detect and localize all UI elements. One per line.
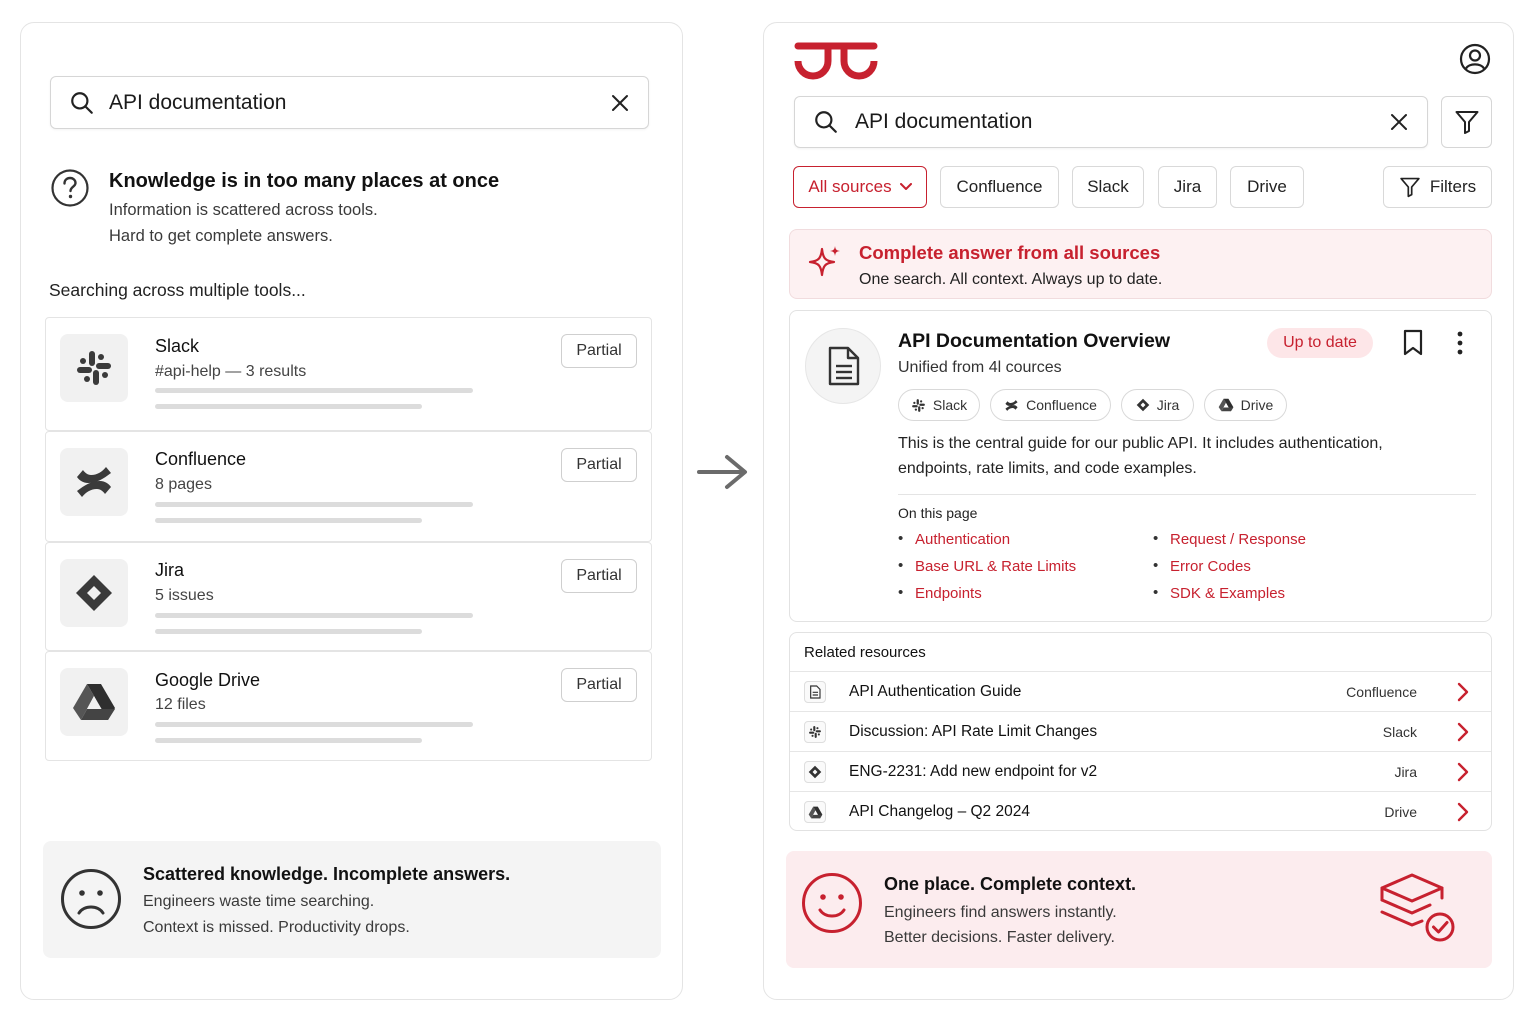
- doc-chip-slack[interactable]: [898, 389, 980, 421]
- user-account-icon[interactable]: [1459, 43, 1491, 75]
- tool-card-confluence[interactable]: [45, 431, 652, 542]
- related-title: API Authentication Guide: [849, 683, 1022, 700]
- doc-unified-from: Unified from 4l cources: [898, 359, 1062, 376]
- partial-badge: Partial: [561, 559, 637, 593]
- filter-icon: [1399, 176, 1421, 198]
- tool-name: Confluence: [155, 449, 247, 469]
- left-summary-line-2: Context is missed. Productivity drops.: [143, 919, 410, 936]
- complete-answer-banner: [789, 229, 1492, 299]
- left-search-value: API documentation: [109, 90, 287, 114]
- layers-check-icon: [1374, 871, 1458, 947]
- divider: [898, 494, 1476, 495]
- problem-title: Knowledge is in too many places at once: [109, 170, 500, 192]
- drive-icon: [804, 801, 826, 823]
- related-row[interactable]: [790, 751, 1491, 791]
- related-source: Slack: [1382, 724, 1417, 740]
- slack-icon: [804, 721, 826, 743]
- related-resources-card: [789, 632, 1492, 831]
- sad-face-icon: [60, 868, 122, 930]
- toc-link-base-url[interactable]: Base URL & Rate Limits: [915, 558, 1077, 575]
- slack-icon: [60, 334, 128, 402]
- all-sources-dropdown[interactable]: [793, 166, 927, 208]
- clear-search-icon[interactable]: [1389, 112, 1409, 132]
- toc-bullet: •: [898, 530, 904, 547]
- placeholder-bar: [155, 404, 422, 409]
- placeholder-bar: [155, 502, 473, 507]
- related-row[interactable]: [790, 791, 1491, 831]
- up-to-date-badge: Up to date: [1267, 328, 1373, 358]
- toc-bullet: •: [898, 584, 904, 601]
- toc-link-authentication[interactable]: Authentication: [915, 531, 1011, 548]
- related-source: Drive: [1384, 804, 1417, 820]
- left-summary-title: Scattered knowledge. Incomplete answers.: [143, 864, 511, 884]
- tool-card-google-drive[interactable]: [45, 651, 652, 761]
- chip-label: Confluence: [1026, 397, 1097, 413]
- toc-bullet: •: [898, 557, 904, 574]
- jira-icon: [804, 761, 826, 783]
- tool-name: Jira: [155, 560, 185, 580]
- chevron-right-icon[interactable]: [1457, 682, 1469, 702]
- placeholder-bar: [155, 738, 422, 743]
- right-panel: [763, 22, 1514, 1000]
- placeholder-bar: [155, 613, 473, 618]
- tool-card-jira[interactable]: [45, 542, 652, 651]
- doc-chip-jira[interactable]: [1121, 389, 1194, 421]
- toc-link-sdk-examples[interactable]: SDK & Examples: [1170, 585, 1286, 602]
- source-pill-slack[interactable]: Slack: [1072, 166, 1144, 208]
- drive-icon: [1218, 398, 1234, 412]
- toc-link-endpoints[interactable]: Endpoints: [915, 585, 982, 602]
- doc-chip-confluence[interactable]: [990, 389, 1111, 421]
- placeholder-bar: [155, 722, 473, 727]
- drive-icon: [60, 668, 128, 736]
- jira-icon: [1136, 398, 1150, 412]
- toc-bullet: •: [1153, 530, 1159, 547]
- chevron-right-icon[interactable]: [1457, 802, 1469, 822]
- toc-bullet: •: [1153, 557, 1159, 574]
- left-summary-line-1: Engineers waste time searching.: [143, 893, 375, 910]
- slack-icon: [911, 398, 926, 413]
- chevron-right-icon[interactable]: [1457, 762, 1469, 782]
- all-sources-label: All sources: [808, 177, 892, 196]
- placeholder-bar: [155, 518, 422, 523]
- document-icon: [805, 328, 881, 404]
- chevron-down-icon: [900, 183, 912, 191]
- source-pill-jira[interactable]: Jira: [1158, 166, 1217, 208]
- related-title: ENG-2231: Add new endpoint for v2: [849, 763, 1098, 780]
- brand-logo-icon: [794, 41, 878, 81]
- right-summary-box: [786, 851, 1492, 968]
- filter-toggle-button[interactable]: [1441, 96, 1492, 148]
- document-icon: [804, 681, 826, 703]
- jira-icon: [60, 559, 128, 627]
- tool-sub: 5 issues: [155, 587, 214, 604]
- filters-label: Filters: [1429, 177, 1477, 196]
- right-search-bar[interactable]: [794, 96, 1428, 148]
- related-source: Confluence: [1346, 684, 1417, 700]
- banner-title: Complete answer from all sources: [859, 242, 1161, 263]
- source-pill-confluence[interactable]: Confluence: [940, 166, 1059, 208]
- partial-badge: Partial: [561, 334, 637, 368]
- arrow-right-icon: [696, 452, 750, 492]
- bookmark-icon[interactable]: [1402, 329, 1424, 357]
- chevron-right-icon[interactable]: [1457, 722, 1469, 742]
- tool-card-slack[interactable]: [45, 317, 652, 431]
- tool-sub: 12 files: [155, 696, 206, 713]
- related-source: Jira: [1394, 764, 1417, 780]
- more-options-icon[interactable]: [1452, 330, 1468, 356]
- toc-label: On this page: [898, 505, 978, 521]
- partial-badge: Partial: [561, 448, 637, 482]
- search-icon: [813, 109, 839, 135]
- related-row[interactable]: [790, 671, 1491, 711]
- related-row[interactable]: [790, 711, 1491, 751]
- chip-label: Drive: [1240, 397, 1274, 413]
- tool-sub: #api-help — 3 results: [155, 363, 307, 380]
- search-icon: [69, 90, 95, 116]
- related-resources-label: Related resources: [804, 644, 926, 661]
- doc-title[interactable]: API Documentation Overview: [898, 330, 1170, 352]
- right-summary-line-1: Engineers find answers instantly.: [884, 904, 1117, 921]
- clear-search-icon[interactable]: [610, 93, 630, 113]
- filter-icon: [1454, 109, 1480, 135]
- source-pill-drive[interactable]: Drive: [1230, 166, 1304, 208]
- right-search-value: API documentation: [855, 110, 1033, 133]
- partial-badge: Partial: [561, 668, 637, 702]
- doc-description-line-1: This is the central guide for our public API. It includes authentication,: [898, 435, 1383, 452]
- tool-name: Slack: [155, 336, 200, 356]
- related-title: API Changelog – Q2 2024: [849, 803, 1030, 820]
- left-panel: [20, 22, 683, 1000]
- right-summary-title: One place. Complete context.: [884, 874, 1137, 894]
- filters-button[interactable]: [1383, 166, 1492, 208]
- problem-line-2: Hard to get complete answers.: [109, 227, 333, 245]
- toc-bullet: •: [1153, 584, 1159, 601]
- chip-label: Slack: [932, 397, 968, 413]
- doc-description-line-2: endpoints, rate limits, and code examples.: [898, 460, 1197, 477]
- banner-subtitle: One search. All context. Always up to date.: [859, 271, 1163, 288]
- searching-label: Searching across multiple tools...: [49, 280, 306, 300]
- doc-result-card[interactable]: [789, 310, 1492, 622]
- confluence-icon: [60, 448, 128, 516]
- placeholder-bar: [155, 388, 473, 393]
- toc-link-request-response[interactable]: Request / Response: [1170, 531, 1306, 548]
- confluence-icon: [1004, 398, 1019, 413]
- tool-sub: 8 pages: [155, 476, 212, 493]
- placeholder-bar: [155, 629, 422, 634]
- question-icon: [50, 168, 90, 208]
- chip-label: Jira: [1156, 397, 1180, 413]
- right-summary-line-2: Better decisions. Faster delivery.: [884, 929, 1115, 946]
- doc-chip-drive[interactable]: [1204, 389, 1287, 421]
- happy-face-icon: [801, 872, 863, 934]
- problem-line-1: Information is scattered across tools.: [109, 201, 378, 219]
- left-summary-box: [43, 841, 661, 958]
- related-title: Discussion: API Rate Limit Changes: [849, 723, 1098, 740]
- tool-name: Google Drive: [155, 670, 261, 690]
- sparkle-icon: [807, 243, 843, 279]
- left-search-bar[interactable]: [50, 76, 649, 129]
- toc-link-error-codes[interactable]: Error Codes: [1170, 558, 1251, 575]
